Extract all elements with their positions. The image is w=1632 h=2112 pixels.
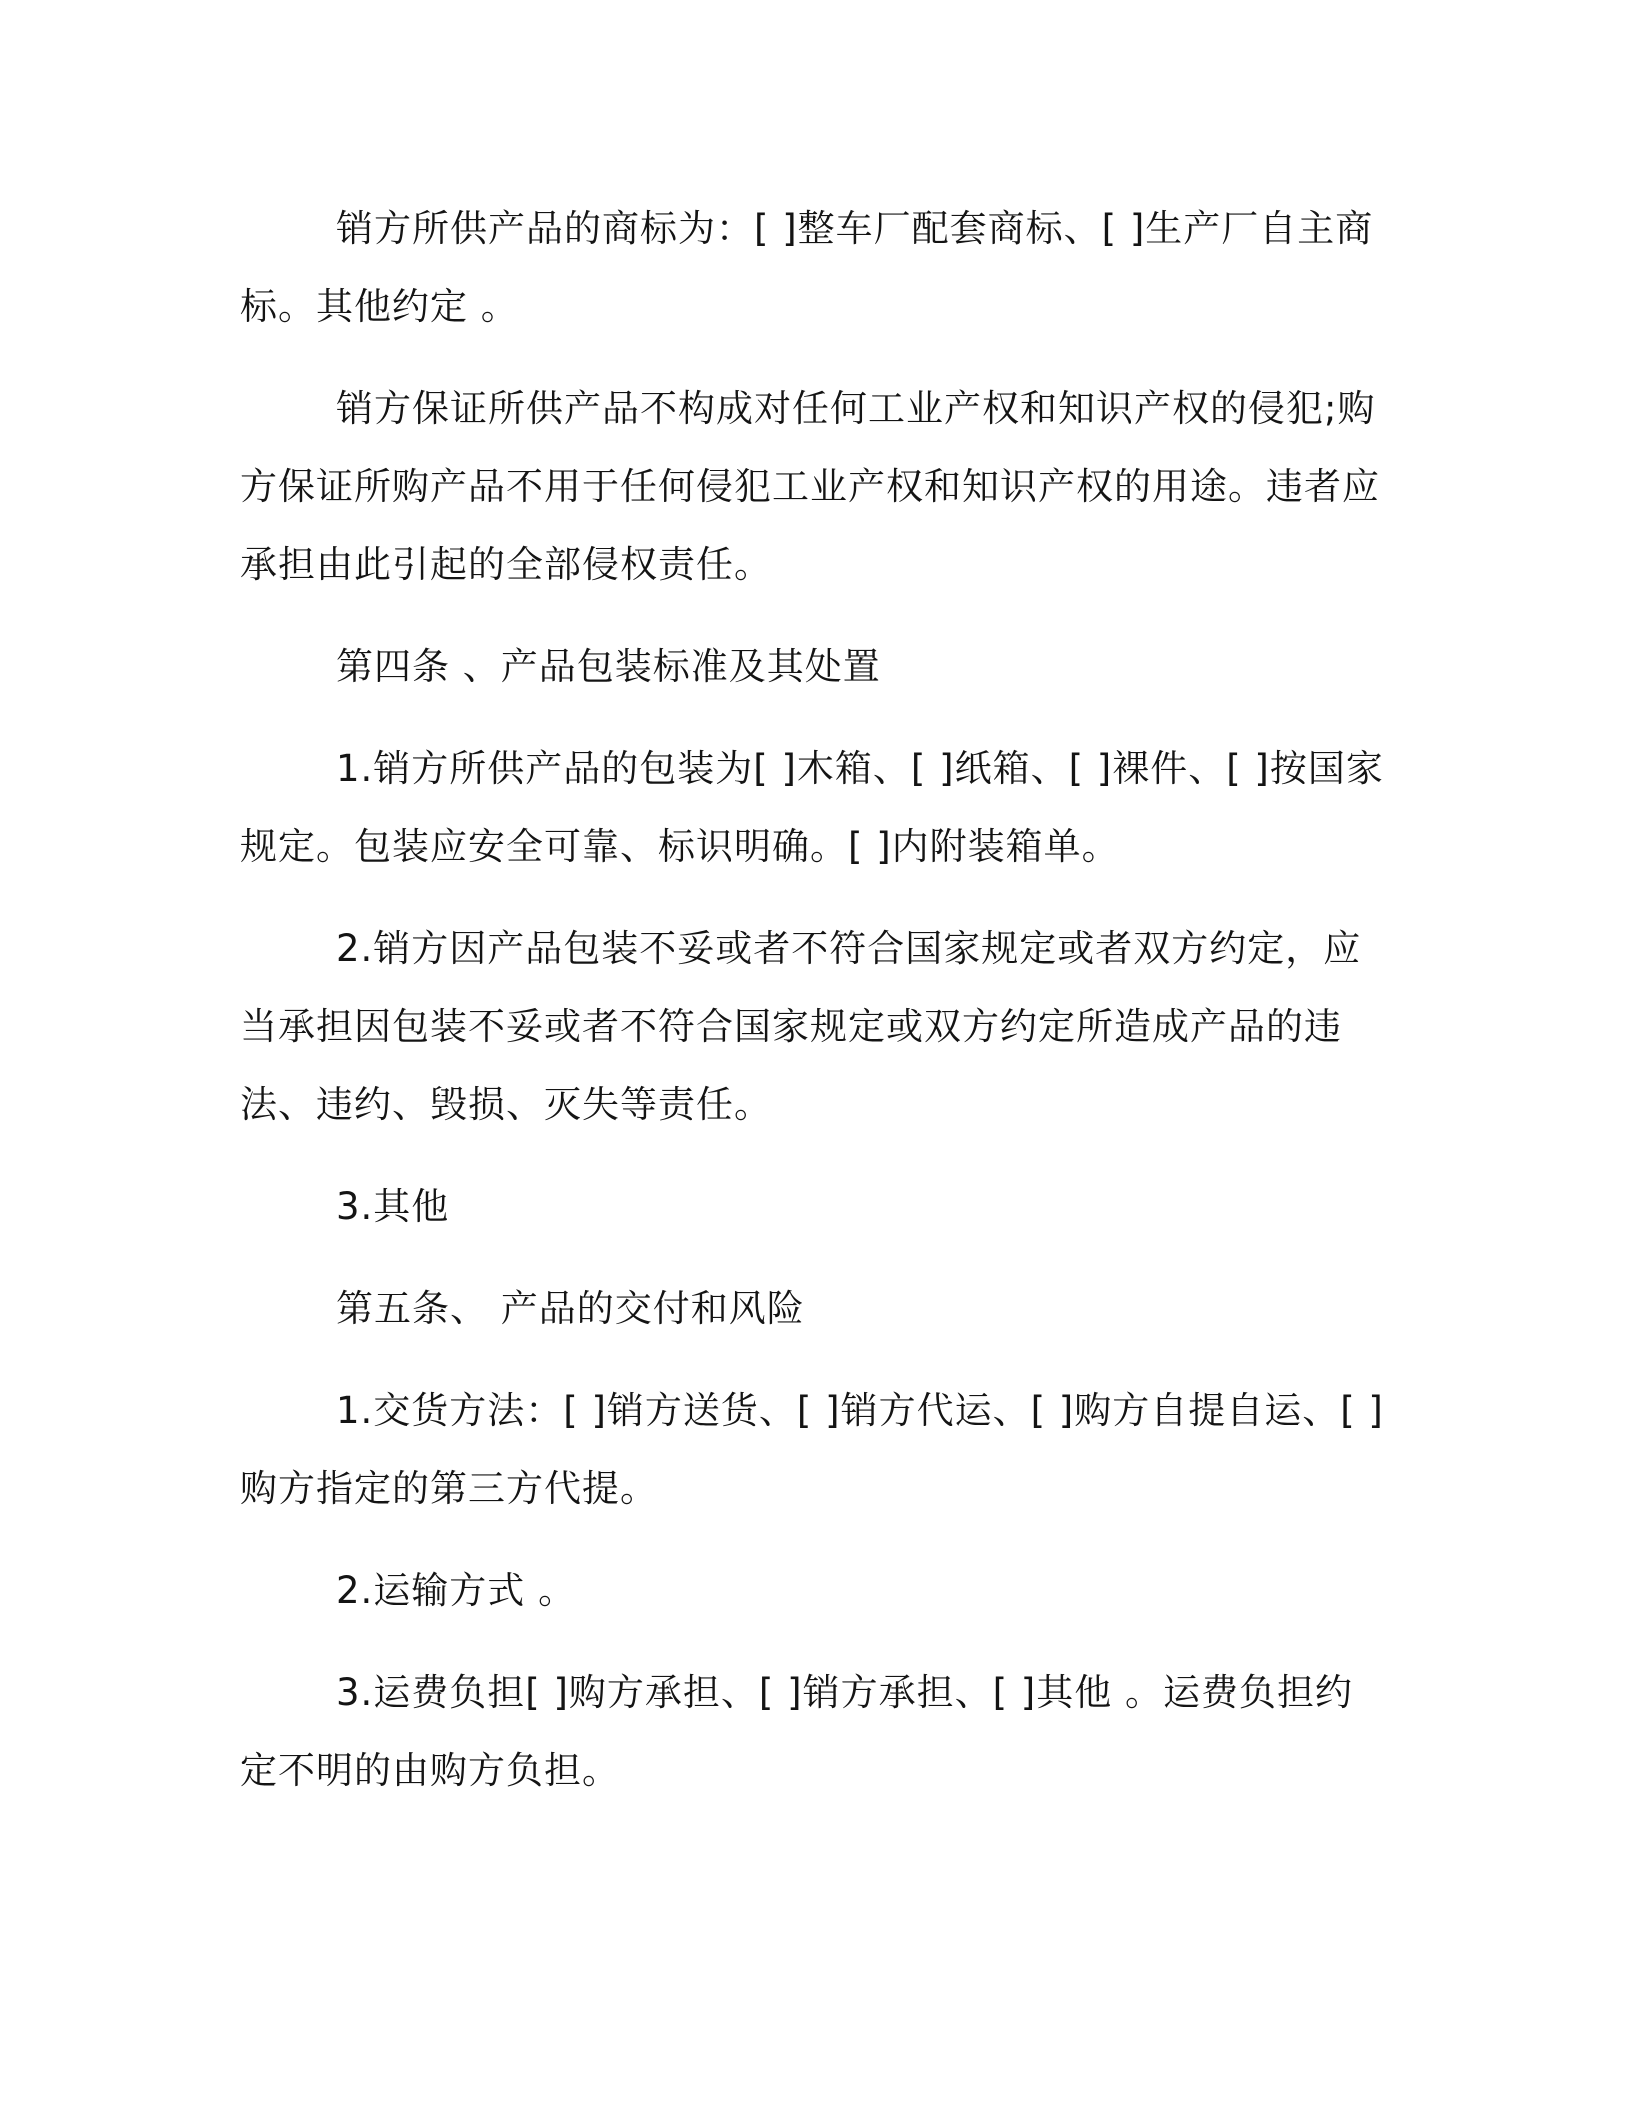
section-heading-article-4: 第四条 、产品包装标准及其处置 (336, 645, 881, 688)
paragraph-gap (240, 1528, 1390, 1552)
paragraph-ip-guarantee: 销方保证所供产品不构成对任何工业产权和知识产权的侵犯;购方保证所购产品不用于任何侵犯工业产权和知识产权的用途。违者应承担由此引起的全部侵权责任。 (240, 387, 1380, 586)
paragraph-gap (240, 1348, 1390, 1372)
paragraph-packaging-type: 1.销方所供产品的包装为[ ]木箱、[ ]纸箱、[ ]裸件、[ ]按国家规定。包装应安全可靠、标识明确。[ ]内附装箱单。 (240, 747, 1384, 868)
paragraph-gap (240, 604, 1390, 628)
paragraph-packaging-liability: 2.销方因产品包装不妥或者不符合国家规定或者双方约定，应当承担因包装不妥或者不符合国家规定或双方约定所造成产品的违法、违约、毁损、灭失等责任。 (240, 927, 1362, 1126)
paragraph-trademark: 销方所供产品的商标为：[ ]整车厂配套商标、[ ]生产厂自主商标。其他约定 。 (240, 207, 1374, 328)
section-heading-article-5: 第五条、 产品的交付和风险 (336, 1287, 805, 1330)
paragraph-gap (240, 1630, 1390, 1654)
paragraph-gap (240, 706, 1390, 730)
paragraph-delivery-method: 1.交货方法：[ ]销方送货、[ ]销方代运、[ ]购方自提自运、[ ]购方指定的第三方代提。 (240, 1389, 1384, 1510)
document-page (240, 190, 1390, 1810)
paragraph-gap (240, 886, 1390, 910)
paragraph-gap (240, 346, 1390, 370)
paragraph-packaging-other: 3.其他 (336, 1185, 450, 1228)
paragraph-gap (240, 1144, 1390, 1168)
paragraph-transport-mode: 2.运输方式 。 (336, 1569, 577, 1612)
paragraph-gap (240, 1246, 1390, 1270)
paragraph-freight-cost: 3.运费负担[ ]购方承担、[ ]销方承担、[ ]其他 。运费负担约定不明的由购方负担。 (240, 1671, 1353, 1792)
